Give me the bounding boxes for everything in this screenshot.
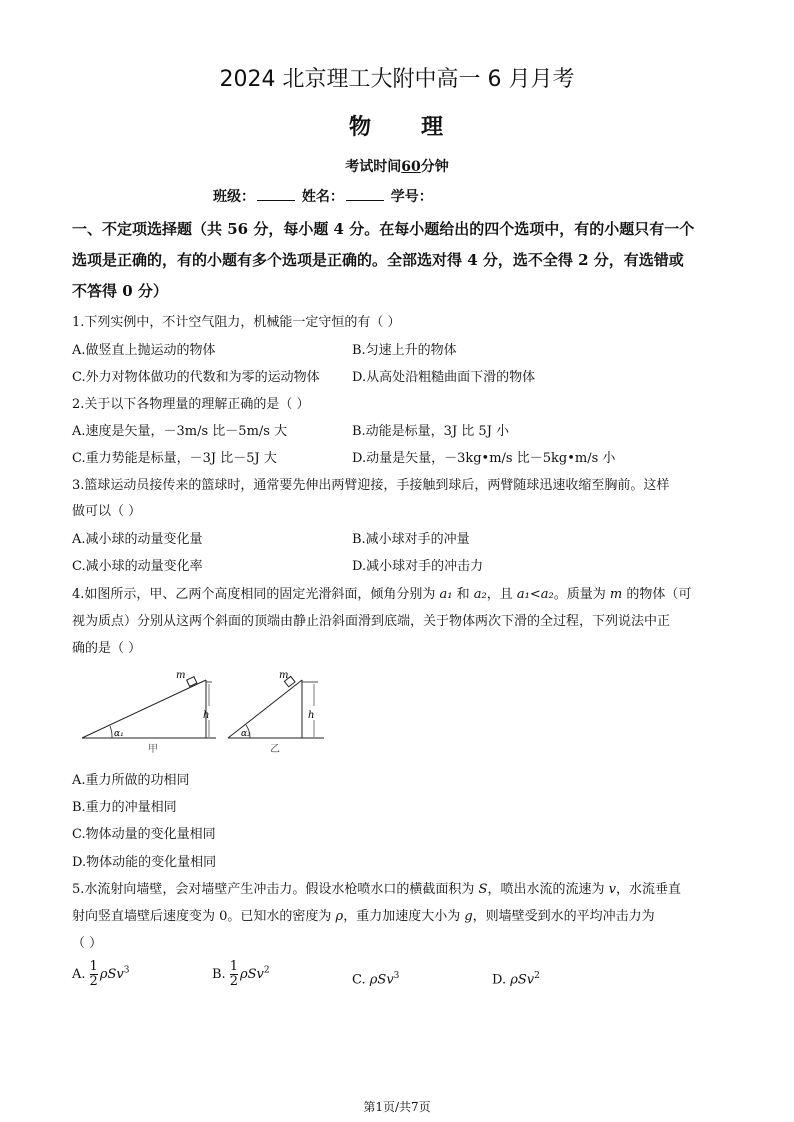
q4-stem-part: 和: [456, 587, 474, 602]
option-expression: ρSv: [369, 972, 394, 988]
q4-option-a: A.重力所做的功相同: [72, 773, 190, 788]
option-expression: ρSv: [239, 967, 264, 982]
fraction-denominator: 2: [89, 974, 98, 989]
class-label: 班级：: [213, 189, 255, 205]
q2-option-b: B.动能是标量，3J 比 5J 小: [352, 424, 510, 439]
q5-stem-part: 5.水流射向墙壁，会对墙壁产生冲击力。假设水枪喷水口的横截面积为: [72, 882, 479, 897]
fraction-denominator: 2: [229, 974, 238, 989]
q1-option-a: A.做竖直上抛运动的物体: [72, 343, 216, 358]
q5-option-a: [72, 960, 129, 989]
fraction-numerator: 1: [89, 959, 98, 974]
id-label: 学号：: [390, 189, 433, 205]
q1-option-d: D.从高处沿粗糙曲面下滑的物体: [352, 370, 536, 385]
q5-option-b: [212, 960, 270, 989]
yi-h-label: h: [308, 710, 315, 721]
option-label: A.: [72, 967, 86, 982]
q4-option-b: B.重力的冲量相同: [72, 800, 177, 815]
q4-stem-part: 。质量为: [553, 587, 610, 602]
option-exponent: 3: [393, 971, 400, 981]
q4-stem-line1: [72, 583, 691, 602]
time-value: 60: [401, 159, 421, 175]
q4-incline-figure: [78, 668, 338, 758]
q4-alpha2: a₂: [473, 587, 487, 602]
q4-stem-part: ，且: [486, 587, 517, 602]
q4-mass: m: [609, 587, 623, 602]
fraction-numerator: 1: [229, 959, 238, 974]
incline-jia: [82, 670, 216, 755]
q4-stem-part: 的物体（可: [622, 587, 692, 602]
option-exponent: 3: [123, 965, 130, 976]
q2-stem: 2.关于以下各物理量的理解正确的是（ ）: [72, 397, 310, 412]
q5-stem-part: ，喷出水流的流速为: [487, 882, 609, 897]
jia-caption: 甲: [148, 744, 158, 755]
q3-option-d: D.减小球对手的冲击力: [352, 559, 484, 574]
subject-title: [0, 110, 794, 141]
q1-stem: 1.下列实例中，不计空气阻力，机械能一定守恒的有（ ）: [72, 315, 401, 330]
q3-option-c: C.减小球的动量变化率: [72, 559, 203, 574]
option-expression: ρSv: [99, 967, 124, 982]
q4-stem-line3: 确的是（ ）: [72, 641, 142, 656]
jia-angle-label: α₁: [114, 729, 124, 739]
option-label: C.: [352, 972, 366, 988]
student-info: [213, 186, 433, 206]
q5-option-c: [352, 971, 399, 987]
q5-stem-line1: [72, 878, 681, 897]
q5-stem-part: 射向竖直墙壁后速度变为 0。已知水的密度为: [72, 909, 336, 924]
q5-option-d: [492, 971, 540, 987]
section-instructions-line1: 一、不定项选择题（共 56 分，每小题 4 分。在每小题给出的四个选项中，有的小题只有一个: [72, 220, 695, 238]
q4-option-d: D.物体动能的变化量相同: [72, 855, 217, 870]
q5-stem-part: ，重力加速度大小为: [343, 909, 465, 924]
jia-h-label: h: [203, 710, 210, 721]
q4-inequality: a₁<a₂: [516, 587, 554, 602]
section-instructions-line2: 选项是正确的，有的小题有多个选项是正确的。全部选对得 4 分，选不全得 2 分，有选错或: [72, 251, 684, 269]
q1-option-b: B.匀速上升的物体: [352, 343, 457, 358]
exam-title: 2024 北京理工大附中高一 6 月月考: [219, 67, 575, 92]
time-prefix: 考试时间: [345, 159, 402, 175]
option-label: D.: [492, 972, 507, 988]
q5-var-rho: ρ: [335, 909, 344, 924]
option-exponent: 2: [534, 971, 540, 981]
name-blank[interactable]: [346, 188, 384, 201]
q4-alpha1: a₁: [439, 587, 453, 602]
q5-stem-part: ，水流垂直: [615, 882, 681, 897]
time-suffix: 分钟: [420, 159, 449, 175]
q5-var-v: v: [608, 882, 616, 897]
name-label: 姓名：: [301, 189, 344, 205]
fraction-half: [230, 960, 238, 989]
section-instructions-line3: 不答得 0 分）: [72, 282, 168, 300]
class-blank[interactable]: [257, 188, 295, 201]
incline-yi: [228, 670, 324, 755]
q2-option-d: D.动量是矢量，－3kg•m/s 比－5kg•m/s 小: [352, 451, 616, 466]
subject-char-1: 物: [348, 115, 373, 140]
q4-option-c: C.物体动量的变化量相同: [72, 827, 216, 842]
q5-var-g: g: [464, 909, 473, 924]
q1-option-c: C.外力对物体做功的代数和为零的运动物体: [72, 370, 320, 385]
q4-stem-part: 4.如图所示，甲、乙两个高度相同的固定光滑斜面，倾角分别为: [72, 587, 440, 602]
q5-var-s: S: [478, 882, 488, 897]
yi-angle-label: α₂: [241, 729, 251, 739]
fraction-half: [90, 960, 98, 989]
option-expression: ρSv: [510, 972, 535, 988]
q5-stem-line3: （ ）: [72, 936, 103, 951]
q3-stem-line2: 做可以（ ）: [72, 504, 142, 519]
exam-time: [0, 156, 794, 176]
jia-m-label: m: [176, 670, 186, 681]
q5-stem-line2: [72, 905, 655, 924]
page-number: 第1页/共7页: [363, 1100, 431, 1114]
q3-stem-line1: 3.篮球运动员接传来的篮球时，通常要先伸出两臂迎接，手接触到球后，两臂随球迅速收缩至胸前。这样: [72, 478, 670, 493]
q3-option-a: A.减小球的动量变化量: [72, 532, 203, 547]
option-label: B.: [212, 967, 226, 982]
q5-stem-part: ，则墙壁受到水的平均冲击力为: [472, 909, 655, 924]
subject-char-2: 理: [421, 115, 446, 140]
option-exponent: 2: [263, 965, 270, 976]
q2-option-a: A.速度是矢量，－3m/s 比－5m/s 大: [72, 424, 288, 439]
yi-m-label: m: [279, 670, 289, 681]
q4-stem-line2: 视为质点）分别从这两个斜面的顶端由静止沿斜面滑到底端，关于物体两次下滑的全过程，下列说法中正: [72, 614, 671, 629]
q2-option-c: C.重力势能是标量，－3J 比－5J 大: [72, 451, 277, 466]
yi-caption: 乙: [270, 744, 280, 755]
q3-option-b: B.减小球对手的冲量: [352, 532, 470, 547]
